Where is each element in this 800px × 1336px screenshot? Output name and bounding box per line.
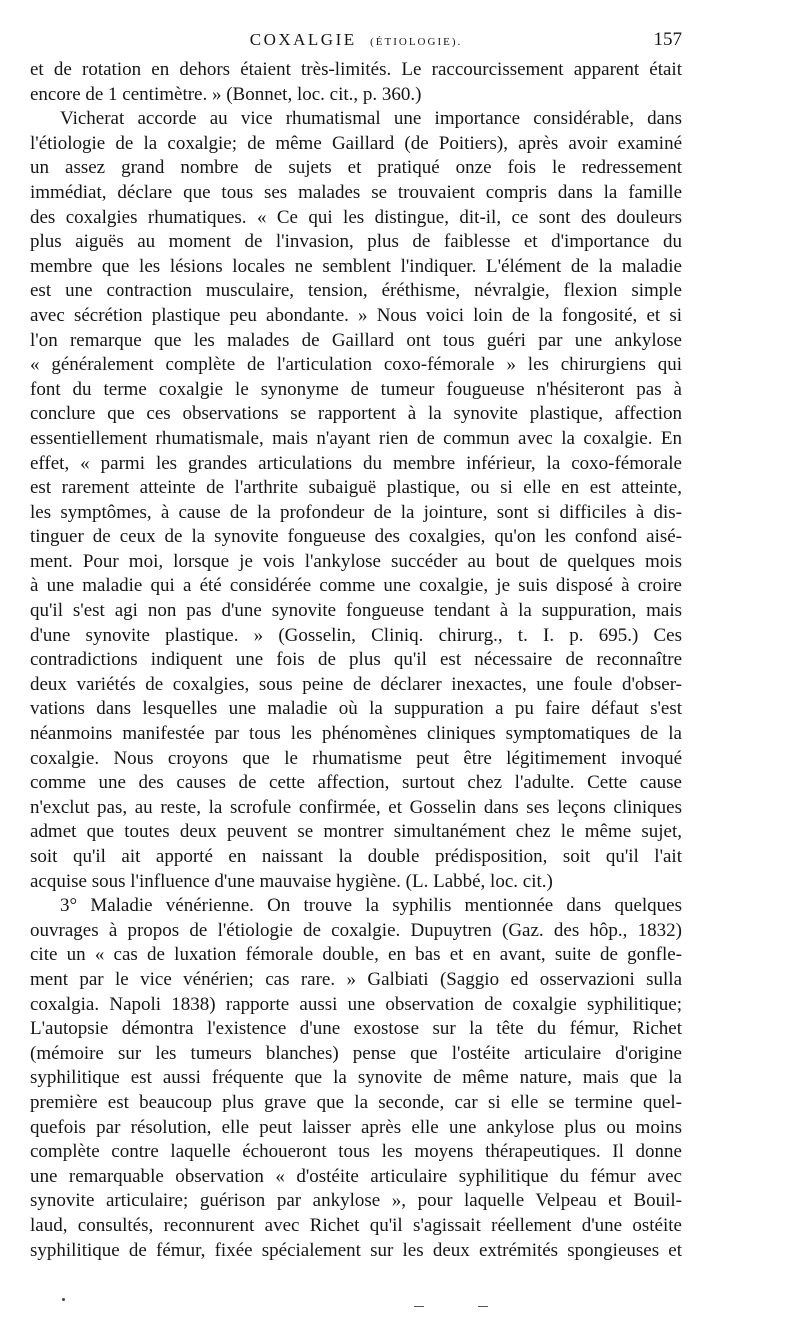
text-line: qu'il s'est agi non pas d'une synovite fongueuse tendant à la suppuration, mais bbox=[30, 600, 682, 622]
text-line: est rarement atteinte de l'arthrite subaiguë plastique, ou si elle en est atteinte, bbox=[30, 477, 682, 499]
text-line: ouvrages à propos de l'étiologie de coxalgie. Dupuytren (Gaz. des hôp., 1832) bbox=[30, 919, 682, 941]
text-line: et de rotation en dehors étaient très-limités. Le raccourcissement apparent était bbox=[30, 59, 682, 80]
text-line: ment. Pour moi, lorsque je vois l'ankylose succéder au bout de quelques mois bbox=[30, 550, 682, 572]
text-line: effet, « parmi les grandes articulations du membre inférieur, la coxo-fémorale bbox=[30, 452, 682, 474]
text-line: n'exclut pas, au reste, la scrofule confirmée, et Gosselin dans ses leçons cliniques bbox=[30, 796, 682, 818]
page-header bbox=[30, 28, 682, 52]
text-line: deux variétés de coxalgies, sous peine de déclarer inexactes, une foule d'obser- bbox=[30, 673, 682, 695]
running-title bbox=[30, 28, 682, 54]
text-line: synovite articulaire; guérison par ankylose », pour laquelle Velpeau et Bouil- bbox=[30, 1190, 682, 1212]
text-line: conclure que ces observations se rapportent à la synovite plastique, affection bbox=[30, 403, 682, 425]
text-line: (mémoire sur les tumeurs blanches) pense que l'ostéite articulaire d'origine bbox=[30, 1042, 682, 1064]
body-text bbox=[30, 58, 682, 1263]
text-line: encore de 1 centimètre. » (Bonnet, loc. cit., p. 360.) bbox=[30, 83, 422, 105]
text-line: immédiat, déclare que tous ses malades se trouvaient compris dans la famille bbox=[30, 181, 682, 203]
scan-dash bbox=[478, 1306, 488, 1307]
text-line: syphilitique de fémur, fixée spécialement sur les deux extrémités spongieuses et bbox=[30, 1239, 682, 1261]
text-line: à une maladie qui a été considérée comme une coxalgie, je suis disposé à croire bbox=[30, 575, 682, 597]
text-line: contradictions indiquent une fois de plus qu'il est nécessaire de reconnaître bbox=[30, 649, 682, 671]
text-line: essentiellement rhumatismale, mais n'ayant rien de commun avec la coxalgie. En bbox=[30, 427, 682, 449]
running-subtitle: (ÉTIOLOGIE). bbox=[370, 36, 463, 48]
text-line: font du terme coxalgie le synonyme de tumeur fougueuse n'hésiteront pas à bbox=[30, 378, 682, 400]
text-line: « généralement complète de l'articulation coxo-fémorale » les chirurgiens qui bbox=[30, 354, 682, 376]
text-line: admet que toutes deux peuvent se montrer simultanément chez le même sujet, bbox=[30, 821, 682, 843]
text-line: tinguer de ceux de la synovite fongueuse des coxalgies, qu'on les confond aisé- bbox=[30, 526, 682, 548]
text-line: néanmoins manifestée par tous les phénomènes cliniques symptomatiques de la bbox=[30, 723, 682, 745]
text-line: comme une des causes de cette affection, surtout chez l'adulte. Cette cause bbox=[30, 772, 682, 794]
text-line: première est beaucoup plus grave que la seconde, car si elle se termine quel- bbox=[30, 1091, 682, 1113]
text-line: L'autopsie démontra l'existence d'une exostose sur la tête du fémur, Richet bbox=[30, 1018, 682, 1040]
text-line: Vicherat accorde au vice rhumatismal une importance considérable, dans bbox=[60, 108, 682, 130]
text-line: des coxalgies rhumatiques. « Ce qui les distingue, dit-il, ce sont des douleurs bbox=[30, 206, 682, 228]
text-line: une remarquable observation « d'ostéite articulaire syphilitique du fémur avec bbox=[30, 1165, 682, 1187]
text-line: cite un « cas de luxation fémorale double, en bas et en avant, suite de gonfle- bbox=[30, 944, 682, 966]
text-line: syphilitique est aussi fréquente que la synovite de même nature, mais que la bbox=[30, 1067, 682, 1089]
text-line: ment par le vice vénérien; cas rare. » Galbiati (Saggio ed osservazioni sulla bbox=[30, 968, 682, 990]
scan-dash bbox=[414, 1306, 424, 1307]
text-line: avec sécrétion plastique peu abondante. » Nous voici loin de la fongosité, et si bbox=[30, 304, 682, 326]
text-line: l'étiologie de la coxalgie; de même Gaillard (de Poitiers), après avoir examiné bbox=[30, 132, 682, 154]
page-number: 157 bbox=[653, 29, 682, 50]
text-line: coxalgia. Napoli 1838) rapporte aussi une observation de coxalgie syphilitique; bbox=[30, 993, 682, 1015]
text-line: d'une synovite plastique. » (Gosselin, Cliniq. chirurg., t. I. p. 695.) Ces bbox=[30, 624, 682, 646]
text-line: les symptômes, à cause de la profondeur de la jointure, sont si difficiles à dis- bbox=[30, 501, 682, 523]
scan-dot bbox=[62, 1298, 65, 1301]
text-line: plus aiguës au moment de l'invasion, plus de faiblesse et d'importance du bbox=[30, 231, 682, 253]
text-line: vations dans lesquelles une maladie où la suppuration a pu faire défaut s'est bbox=[30, 698, 682, 720]
scan-marks bbox=[0, 1298, 800, 1312]
text-line: membre que les lésions locales ne semblent l'indiquer. L'élément de la maladie bbox=[30, 255, 682, 277]
text-line: quefois par résolution, elle peut laisser après elle une ankylose plus ou moins bbox=[30, 1116, 682, 1138]
text-line: l'on remarque que les malades de Gaillard ont tous guéri par une ankylose bbox=[30, 329, 682, 351]
text-line: soit qu'il ait apporté en naissant la double prédisposition, soit qu'il l'ait bbox=[30, 846, 682, 867]
text-line: acquise sous l'influence d'une mauvaise hygiène. (L. Labbé, loc. cit.) bbox=[30, 870, 553, 892]
text-line: 3° Maladie vénérienne. On trouve la syphilis mentionnée dans quelques bbox=[60, 895, 682, 917]
text-line: coxalgie. Nous croyons que le rhumatisme peut être légitimement invoqué bbox=[30, 747, 682, 769]
running-title-text: COXALGIE bbox=[249, 30, 357, 49]
text-line: un assez grand nombre de sujets et pratiqué onze fois le redressement bbox=[30, 157, 682, 179]
text-line: laud, consultés, reconnurent avec Richet qu'il s'agissait réellement d'une ostéite bbox=[30, 1214, 682, 1236]
text-line: est une contraction musculaire, tension, éréthisme, névralgie, flexion simple bbox=[30, 280, 682, 302]
text-line: complète contre laquelle échoueront tous les moyens thérapeutiques. Il donne bbox=[30, 1141, 682, 1163]
